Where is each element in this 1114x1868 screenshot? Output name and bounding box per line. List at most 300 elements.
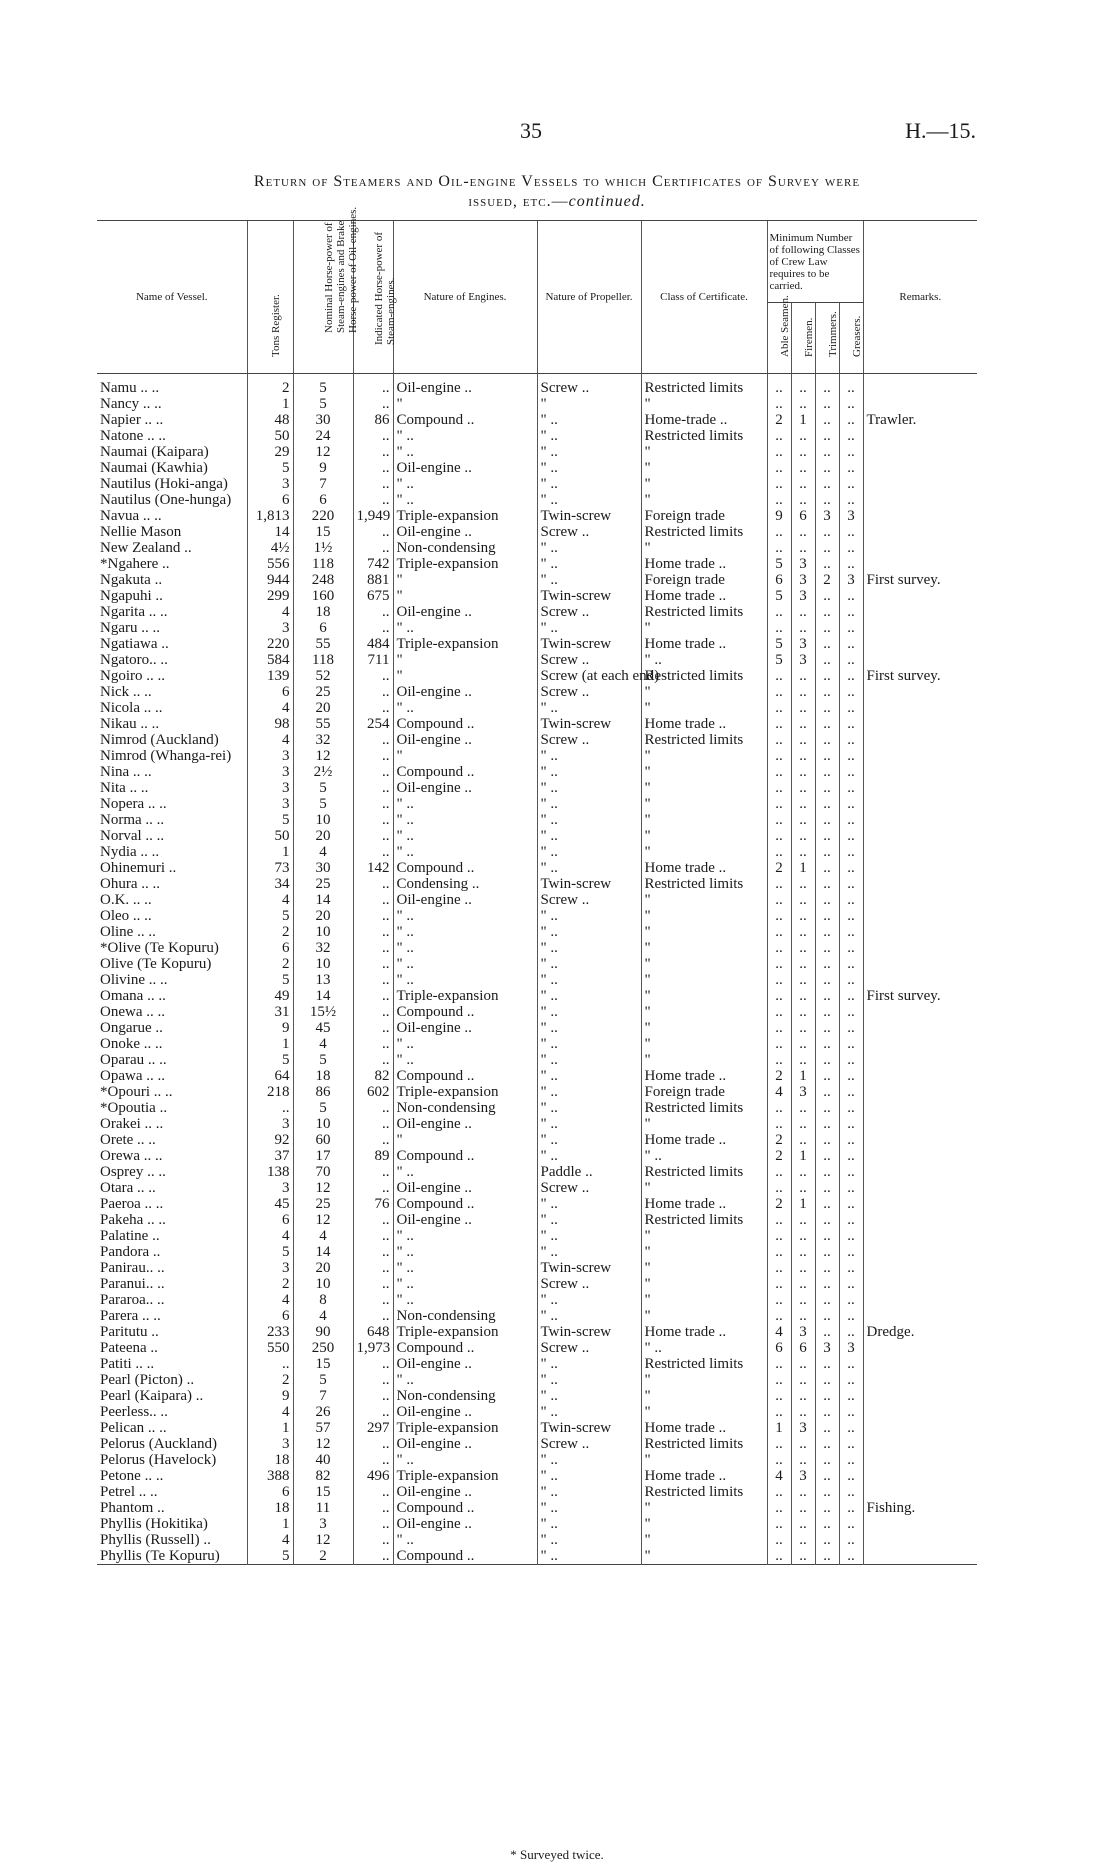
cell-firemen: .. <box>791 1116 815 1132</box>
cell-indicated-hp: .. <box>353 876 393 892</box>
cell-class: Home trade .. <box>641 1068 767 1084</box>
cell-able-seamen: .. <box>767 604 791 620</box>
cell-remarks <box>863 460 977 476</box>
cell-name: Pearl (Kaipara) .. <box>100 1388 204 1404</box>
cell-engines: Oil-engine .. <box>393 1404 537 1420</box>
cell-remarks <box>863 636 977 652</box>
cell-remarks <box>863 860 977 876</box>
cell-trimmers: .. <box>815 524 839 540</box>
cell-engines: " .. <box>393 956 537 972</box>
cell-nominal-hp: 14 <box>293 988 353 1004</box>
table-row <box>97 732 977 748</box>
cell-firemen: .. <box>791 1260 815 1276</box>
table-row <box>97 1036 977 1052</box>
cell-firemen: .. <box>791 1004 815 1020</box>
cell-firemen: .. <box>791 716 815 732</box>
cell-indicated-hp: .. <box>353 1036 393 1052</box>
cell-trimmers: .. <box>815 476 839 492</box>
cell-firemen: .. <box>791 1052 815 1068</box>
cell-name: Olivine .. .. <box>100 972 168 988</box>
cell-trimmers: 3 <box>815 1340 839 1356</box>
table-row <box>97 1100 977 1116</box>
cell-remarks <box>863 428 977 444</box>
table-row <box>97 876 977 892</box>
cell-nominal-hp: 55 <box>293 636 353 652</box>
cell-tons: 4 <box>247 892 293 908</box>
cell-engines: " .. <box>393 700 537 716</box>
cell-engines: Compound .. <box>393 1068 537 1084</box>
table-row <box>97 956 977 972</box>
cell-greasers: .. <box>839 700 863 716</box>
cell-nominal-hp: 160 <box>293 588 353 604</box>
cell-tons: .. <box>247 1100 293 1116</box>
cell-class: " <box>641 940 767 956</box>
table-row <box>97 636 977 652</box>
table-row <box>97 1388 977 1404</box>
cell-trimmers: .. <box>815 972 839 988</box>
cell-engines: " .. <box>393 1292 537 1308</box>
cell-firemen: .. <box>791 524 815 540</box>
cell-class: " <box>641 988 767 1004</box>
cell-class: " <box>641 1452 767 1468</box>
cell-propeller: " .. <box>537 540 641 556</box>
cell-propeller: Twin-screw <box>537 1420 641 1436</box>
cell-class: " <box>641 1036 767 1052</box>
cell-remarks <box>863 1180 977 1196</box>
cell-propeller: " .. <box>537 556 641 572</box>
cell-firemen: 3 <box>791 572 815 588</box>
subtitle-text: issued, etc.— <box>468 193 569 210</box>
cell-class: " <box>641 1180 767 1196</box>
cell-greasers: .. <box>839 524 863 540</box>
cell-greasers: .. <box>839 828 863 844</box>
cell-name: Paranui.. .. <box>100 1276 165 1292</box>
cell-nominal-hp: 4 <box>293 1036 353 1052</box>
cell-trimmers: .. <box>815 796 839 812</box>
cell-firemen: 1 <box>791 412 815 428</box>
cell-nominal-hp: 14 <box>293 1244 353 1260</box>
cell-propeller: " .. <box>537 908 641 924</box>
cell-indicated-hp: 89 <box>353 1148 393 1164</box>
cell-trimmers: .. <box>815 764 839 780</box>
cell-able-seamen: .. <box>767 1116 791 1132</box>
cell-nominal-hp: 12 <box>293 1180 353 1196</box>
cell-propeller: " .. <box>537 428 641 444</box>
cell-indicated-hp: 1,973 <box>353 1340 393 1356</box>
cell-trimmers: .. <box>815 940 839 956</box>
cell-greasers: .. <box>839 1292 863 1308</box>
cell-greasers: .. <box>839 1484 863 1500</box>
cell-trimmers: .. <box>815 716 839 732</box>
cell-name: Pelican .. .. <box>100 1420 167 1436</box>
cell-able-seamen: .. <box>767 796 791 812</box>
table-row <box>97 1452 977 1468</box>
table-row <box>97 828 977 844</box>
table-row <box>97 796 977 812</box>
cell-tons: 34 <box>247 876 293 892</box>
cell-firemen: .. <box>791 374 815 397</box>
cell-able-seamen: 2 <box>767 860 791 876</box>
table-row <box>97 1260 977 1276</box>
cell-able-seamen: .. <box>767 1020 791 1036</box>
cell-engines: " .. <box>393 1452 537 1468</box>
cell-remarks <box>863 972 977 988</box>
cell-engines: " .. <box>393 1532 537 1548</box>
cell-engines: " .. <box>393 444 537 460</box>
cell-propeller: Screw .. <box>537 684 641 700</box>
cell-greasers: .. <box>839 812 863 828</box>
cell-greasers: .. <box>839 780 863 796</box>
cell-able-seamen: .. <box>767 1436 791 1452</box>
cell-greasers: .. <box>839 540 863 556</box>
cell-engines: " .. <box>393 972 537 988</box>
cell-nominal-hp: 10 <box>293 956 353 972</box>
cell-tons: 4 <box>247 1532 293 1548</box>
cell-engines: Oil-engine .. <box>393 1180 537 1196</box>
cell-firemen: .. <box>791 1356 815 1372</box>
cell-name: Nita .. .. <box>100 780 149 796</box>
cell-trimmers: .. <box>815 1036 839 1052</box>
cell-firemen: .. <box>791 844 815 860</box>
cell-nominal-hp: 2 <box>293 1548 353 1565</box>
cell-tons: 6 <box>247 492 293 508</box>
cell-engines: Oil-engine .. <box>393 1356 537 1372</box>
cell-name: Nicola .. .. <box>100 700 163 716</box>
header-min-crew: Minimum Number of following Classes of Crew Law requires to be carried. <box>767 221 863 303</box>
cell-able-seamen: .. <box>767 1100 791 1116</box>
cell-greasers: .. <box>839 1468 863 1484</box>
table-row <box>97 1196 977 1212</box>
cell-firemen: .. <box>791 1100 815 1116</box>
cell-propeller: Twin-screw <box>537 716 641 732</box>
cell-greasers: .. <box>839 492 863 508</box>
cell-name: Onewa .. .. <box>100 1004 165 1020</box>
cell-name: *Opouri .. .. <box>100 1084 173 1100</box>
cell-class: " <box>641 1388 767 1404</box>
cell-engines: " <box>393 668 537 684</box>
cell-engines: Non-condensing <box>393 1100 537 1116</box>
cell-greasers: .. <box>839 1420 863 1436</box>
cell-class: " <box>641 956 767 972</box>
cell-tons: 3 <box>247 1436 293 1452</box>
cell-engines: " .. <box>393 924 537 940</box>
cell-firemen: .. <box>791 444 815 460</box>
cell-firemen: .. <box>791 1388 815 1404</box>
cell-remarks <box>863 1276 977 1292</box>
table-row <box>97 1548 977 1565</box>
cell-engines: Triple-expansion <box>393 1420 537 1436</box>
cell-indicated-hp: 1,949 <box>353 508 393 524</box>
cell-class: " <box>641 700 767 716</box>
cell-engines: " .. <box>393 428 537 444</box>
cell-class: " <box>641 812 767 828</box>
table-row <box>97 748 977 764</box>
cell-indicated-hp: 675 <box>353 588 393 604</box>
cell-name: Napier .. .. <box>100 412 164 428</box>
cell-nominal-hp: 5 <box>293 780 353 796</box>
table-row <box>97 1420 977 1436</box>
cell-propeller: " .. <box>537 1516 641 1532</box>
cell-firemen: .. <box>791 780 815 796</box>
table-row <box>97 1404 977 1420</box>
page-title: Return of Steamers and Oil-engine Vessels to which Certificates of Survey were <box>253 173 861 190</box>
cell-remarks <box>863 1548 977 1565</box>
cell-trimmers: .. <box>815 1084 839 1100</box>
cell-firemen: .. <box>791 396 815 412</box>
table-row <box>97 1276 977 1292</box>
table-row <box>97 844 977 860</box>
cell-nominal-hp: 25 <box>293 876 353 892</box>
cell-nominal-hp: 86 <box>293 1084 353 1100</box>
cell-indicated-hp: .. <box>353 1164 393 1180</box>
cell-engines: Triple-expansion <box>393 508 537 524</box>
cell-trimmers: .. <box>815 588 839 604</box>
cell-trimmers: 2 <box>815 572 839 588</box>
cell-firemen: .. <box>791 1292 815 1308</box>
cell-name: Peerless.. .. <box>100 1404 168 1420</box>
cell-trimmers: .. <box>815 1372 839 1388</box>
cell-class: Restricted limits <box>641 876 767 892</box>
cell-indicated-hp: .. <box>353 460 393 476</box>
header-able-seamen <box>767 295 791 374</box>
cell-trimmers: .. <box>815 460 839 476</box>
cell-trimmers: .. <box>815 1516 839 1532</box>
cell-class: " <box>641 396 767 412</box>
cell-able-seamen: 6 <box>767 572 791 588</box>
cell-firemen: .. <box>791 956 815 972</box>
cell-able-seamen: .. <box>767 1308 791 1324</box>
cell-class: Restricted limits <box>641 1164 767 1180</box>
cell-remarks <box>863 396 977 412</box>
cell-name: Orakei .. .. <box>100 1116 164 1132</box>
cell-firemen: .. <box>791 1036 815 1052</box>
cell-propeller: " .. <box>537 828 641 844</box>
cell-firemen: .. <box>791 908 815 924</box>
cell-firemen: .. <box>791 828 815 844</box>
cell-tons: 3 <box>247 796 293 812</box>
table-row <box>97 1308 977 1324</box>
cell-firemen: 6 <box>791 508 815 524</box>
cell-engines: " .. <box>393 812 537 828</box>
cell-nominal-hp: 5 <box>293 374 353 397</box>
cell-indicated-hp: .. <box>353 940 393 956</box>
cell-class: " .. <box>641 1148 767 1164</box>
cell-firemen: .. <box>791 972 815 988</box>
header-indicated-hp <box>353 221 397 374</box>
cell-nominal-hp: 9 <box>293 460 353 476</box>
cell-remarks <box>863 1244 977 1260</box>
cell-name: Patiti .. .. <box>100 1356 155 1372</box>
cell-name: Pateena .. <box>100 1340 158 1356</box>
cell-indicated-hp: .. <box>353 540 393 556</box>
cell-indicated-hp: .. <box>353 1500 393 1516</box>
cell-propeller: Screw .. <box>537 892 641 908</box>
cell-nominal-hp: 6 <box>293 620 353 636</box>
table-body <box>97 374 977 1565</box>
cell-able-seamen: .. <box>767 684 791 700</box>
cell-greasers: .. <box>839 908 863 924</box>
table-row <box>97 668 977 684</box>
table-row <box>97 988 977 1004</box>
cell-trimmers: .. <box>815 1260 839 1276</box>
cell-engines: Triple-expansion <box>393 1324 537 1340</box>
cell-remarks <box>863 1100 977 1116</box>
cell-nominal-hp: 8 <box>293 1292 353 1308</box>
cell-indicated-hp: .. <box>353 1004 393 1020</box>
cell-class: " <box>641 780 767 796</box>
cell-nominal-hp: 4 <box>293 1308 353 1324</box>
cell-able-seamen: 2 <box>767 412 791 428</box>
table-row <box>97 396 977 412</box>
header-greasers <box>839 303 863 374</box>
cell-propeller: " .. <box>537 844 641 860</box>
cell-propeller: " .. <box>537 1004 641 1020</box>
cell-class: " <box>641 492 767 508</box>
cell-class: " <box>641 684 767 700</box>
cell-propeller: " .. <box>537 492 641 508</box>
cell-class: " <box>641 1532 767 1548</box>
cell-propeller: Twin-screw <box>537 588 641 604</box>
cell-name: Ngakuta .. <box>100 572 163 588</box>
cell-propeller: " .. <box>537 1020 641 1036</box>
cell-remarks <box>863 732 977 748</box>
cell-class: Restricted limits <box>641 732 767 748</box>
cell-firemen: .. <box>791 732 815 748</box>
cell-propeller: " .. <box>537 1228 641 1244</box>
cell-engines: Oil-engine .. <box>393 524 537 540</box>
cell-firemen: .. <box>791 1500 815 1516</box>
cell-remarks: First survey. <box>863 668 977 684</box>
cell-able-seamen: 6 <box>767 1340 791 1356</box>
cell-trimmers: .. <box>815 1452 839 1468</box>
cell-remarks <box>863 1308 977 1324</box>
cell-engines: Oil-engine .. <box>393 604 537 620</box>
cell-able-seamen: .. <box>767 716 791 732</box>
cell-able-seamen: .. <box>767 374 791 397</box>
cell-tons: 556 <box>247 556 293 572</box>
cell-name: Paeroa .. .. <box>100 1196 164 1212</box>
cell-able-seamen: .. <box>767 1500 791 1516</box>
cell-firemen: 3 <box>791 1084 815 1100</box>
cell-remarks <box>863 1356 977 1372</box>
cell-remarks <box>863 1004 977 1020</box>
cell-indicated-hp: .. <box>353 1020 393 1036</box>
cell-able-seamen: 5 <box>767 588 791 604</box>
cell-greasers: .. <box>839 1244 863 1260</box>
cell-indicated-hp: .. <box>353 828 393 844</box>
cell-class: " <box>641 748 767 764</box>
cell-name: Nina .. .. <box>100 764 152 780</box>
cell-class: " <box>641 1308 767 1324</box>
cell-tons: 1 <box>247 1036 293 1052</box>
cell-name: Panirau.. .. <box>100 1260 165 1276</box>
cell-trimmers: .. <box>815 908 839 924</box>
cell-firemen: .. <box>791 1372 815 1388</box>
cell-propeller: " .. <box>537 700 641 716</box>
cell-greasers: .. <box>839 1532 863 1548</box>
cell-able-seamen: 5 <box>767 652 791 668</box>
cell-name: Ngaru .. .. <box>100 620 160 636</box>
cell-class: " <box>641 1004 767 1020</box>
cell-indicated-hp: .. <box>353 1452 393 1468</box>
cell-able-seamen: .. <box>767 1228 791 1244</box>
cell-indicated-hp: 142 <box>353 860 393 876</box>
cell-remarks <box>863 924 977 940</box>
cell-able-seamen: .. <box>767 1276 791 1292</box>
cell-indicated-hp: .. <box>353 1052 393 1068</box>
cell-greasers: .. <box>839 892 863 908</box>
cell-able-seamen: .. <box>767 1260 791 1276</box>
cell-able-seamen: .. <box>767 1244 791 1260</box>
cell-nominal-hp: 15 <box>293 1356 353 1372</box>
cell-tons: 18 <box>247 1452 293 1468</box>
cell-trimmers: .. <box>815 444 839 460</box>
cell-greasers: .. <box>839 604 863 620</box>
cell-firemen: .. <box>791 764 815 780</box>
cell-indicated-hp: 711 <box>353 652 393 668</box>
cell-engines: Non-condensing <box>393 1388 537 1404</box>
table-row <box>97 1116 977 1132</box>
cell-propeller: " .. <box>537 476 641 492</box>
cell-name: Olive (Te Kopuru) <box>100 956 212 972</box>
cell-able-seamen: .. <box>767 1180 791 1196</box>
cell-indicated-hp: 297 <box>353 1420 393 1436</box>
cell-able-seamen: 4 <box>767 1084 791 1100</box>
cell-nominal-hp: 20 <box>293 908 353 924</box>
cell-indicated-hp: .. <box>353 988 393 1004</box>
cell-able-seamen: .. <box>767 1164 791 1180</box>
cell-firemen: .. <box>791 492 815 508</box>
cell-trimmers: .. <box>815 1148 839 1164</box>
cell-engines: " .. <box>393 1228 537 1244</box>
table-row <box>97 812 977 828</box>
cell-class: " <box>641 796 767 812</box>
table-row <box>97 1132 977 1148</box>
cell-engines: Compound .. <box>393 1196 537 1212</box>
cell-tons: 1 <box>247 1516 293 1532</box>
cell-nominal-hp: 60 <box>293 1132 353 1148</box>
cell-name: Norma .. .. <box>100 812 165 828</box>
table-row <box>97 572 977 588</box>
cell-nominal-hp: 15 <box>293 1484 353 1500</box>
header-trimmers <box>815 303 839 374</box>
cell-propeller: " .. <box>537 1212 641 1228</box>
cell-tons: 5 <box>247 812 293 828</box>
cell-class: Restricted limits <box>641 604 767 620</box>
cell-firemen: .. <box>791 1436 815 1452</box>
cell-engines: Compound .. <box>393 1004 537 1020</box>
cell-tons: 18 <box>247 1500 293 1516</box>
cell-firemen: .. <box>791 1516 815 1532</box>
cell-tons: 1,813 <box>247 508 293 524</box>
cell-firemen: 1 <box>791 860 815 876</box>
cell-class: Restricted limits <box>641 1212 767 1228</box>
cell-name: Otara .. .. <box>100 1180 156 1196</box>
cell-tons: 3 <box>247 748 293 764</box>
cell-trimmers: .. <box>815 1228 839 1244</box>
cell-tons: 1 <box>247 1420 293 1436</box>
cell-greasers: .. <box>839 972 863 988</box>
table-row <box>97 1532 977 1548</box>
cell-tons: 3 <box>247 1180 293 1196</box>
header-greasers-label: Greasers. <box>851 315 864 357</box>
cell-name: *Opoutia .. <box>100 1100 168 1116</box>
cell-firemen: 3 <box>791 1468 815 1484</box>
cell-class: Foreign trade <box>641 1084 767 1100</box>
cell-indicated-hp: .. <box>353 1404 393 1420</box>
cell-engines: Triple-expansion <box>393 556 537 572</box>
cell-greasers: .. <box>839 860 863 876</box>
